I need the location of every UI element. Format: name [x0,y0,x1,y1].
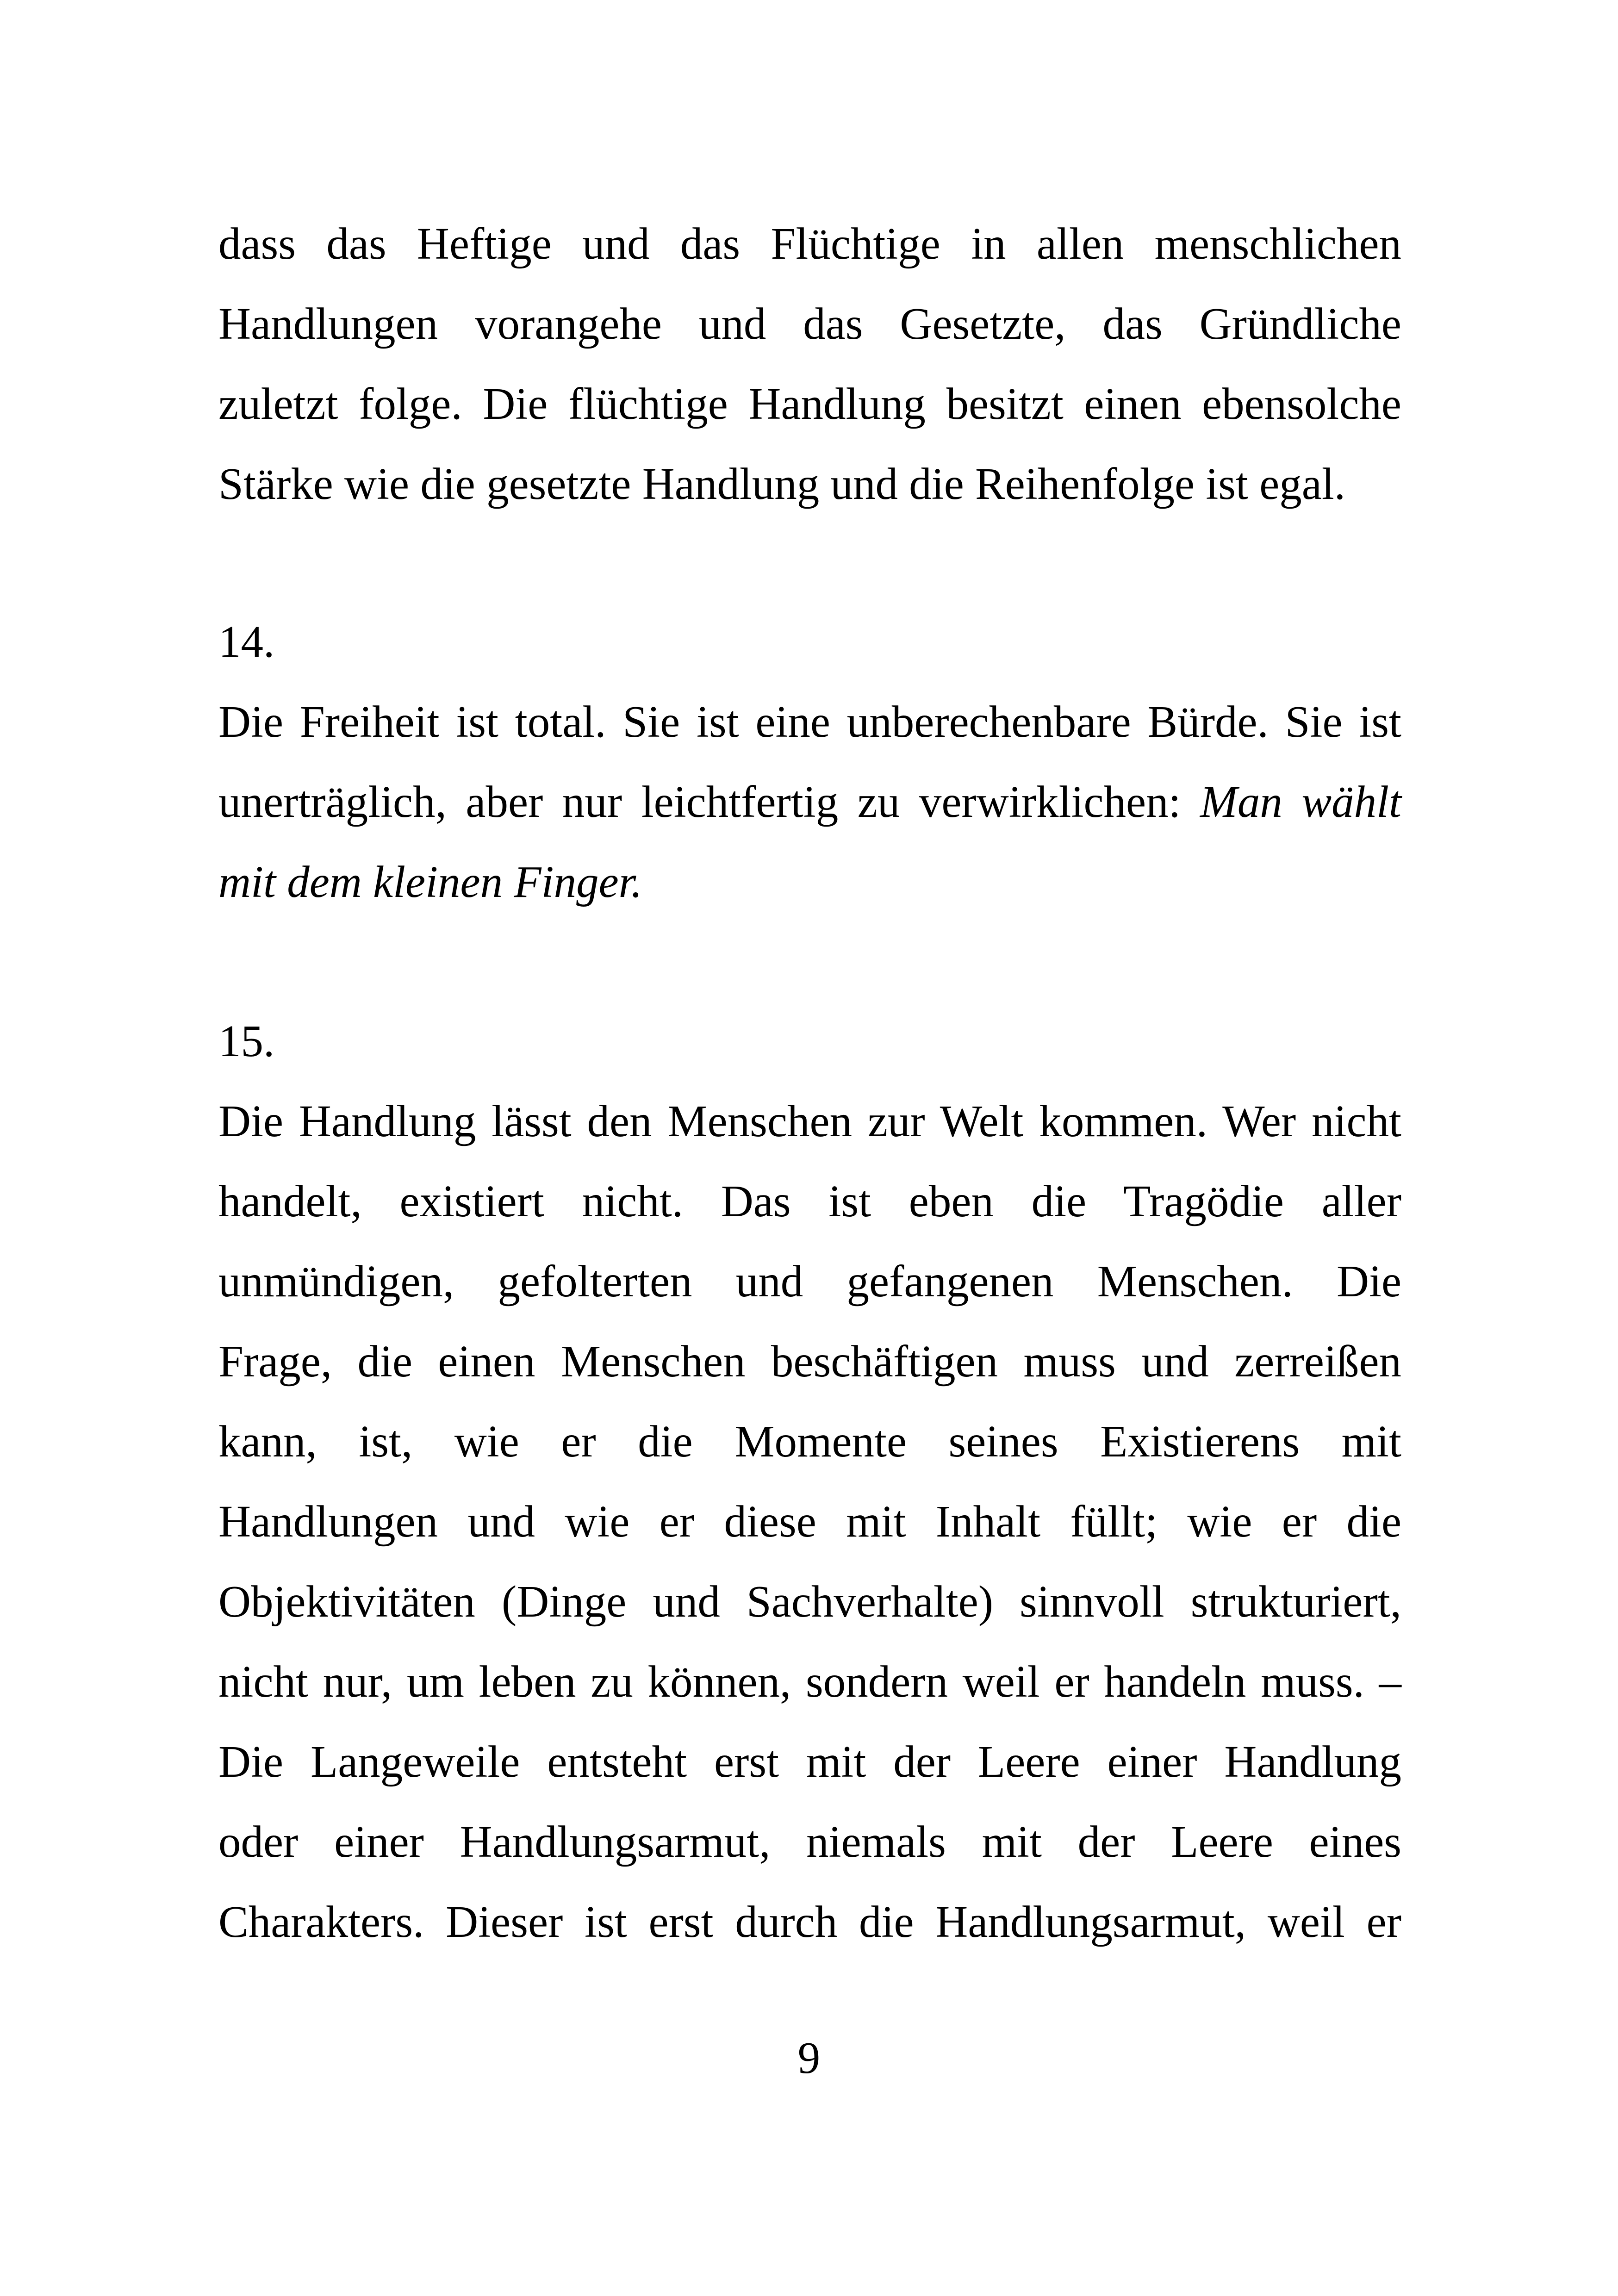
paragraph-section-14 [218,682,1401,922]
text-line: Stärke wie die gesetzte Handlung und die Reihenfolge ist egal. [218,459,1346,509]
text-line: Handlungen und wie er diese mit Inhalt füllt; wie er die [218,1497,1401,1546]
text-line: Objektivitäten (Dinge und Sachverhalte) sinnvoll strukturiert, [218,1577,1401,1626]
text-line: unmündigen, gefolterten und gefangenen Menschen. Die [218,1257,1401,1306]
paragraph-section-15 [218,1081,1401,1962]
italic-text: Man wählt [1200,777,1401,827]
text-line: oder einer Handlungsarmut, niemals mit der Leere eines [218,1817,1401,1867]
text-line: kann, ist, wie er die Momente seines Existierens mit [218,1417,1401,1466]
text-line: Die Handlung lässt den Menschen zur Welt kommen. Wer nicht [218,1096,1401,1146]
text-line: handelt, existiert nicht. Das ist eben die Tragödie aller [218,1176,1401,1226]
text-line: Die Langeweile entsteht erst mit der Leere einer Handlung [218,1737,1401,1786]
text-line [218,762,1401,842]
paragraph-intro [218,204,1401,524]
italic-text-line: mit dem kleinen Finger. [218,857,642,907]
text-line: Die Freiheit ist total. Sie ist eine unberechenbare Bürde. Sie ist [218,697,1401,747]
section-number-15: 15. [218,1016,275,1066]
page-number: 9 [797,2033,821,2083]
text-line: dass das Heftige und das Flüchtige in allen menschlichen [218,219,1401,268]
text-span: unerträglich, aber nur leichtfertig zu verwirklichen: [218,777,1201,827]
section-number-14: 14. [218,617,275,666]
text-line: Handlungen vorangehe und das Gesetzte, das Gründliche [218,299,1401,348]
text-line: Charakters. Dieser ist erst durch die Handlungsarmut, weil er [218,1897,1401,1947]
text-line: zuletzt folge. Die flüchtige Handlung besitzt einen ebensolche [218,379,1401,429]
text-line: Frage, die einen Menschen beschäftigen muss und zerreißen [218,1337,1401,1386]
text-line: nicht nur, um leben zu können, sondern weil er handeln muss. – [218,1657,1401,1706]
